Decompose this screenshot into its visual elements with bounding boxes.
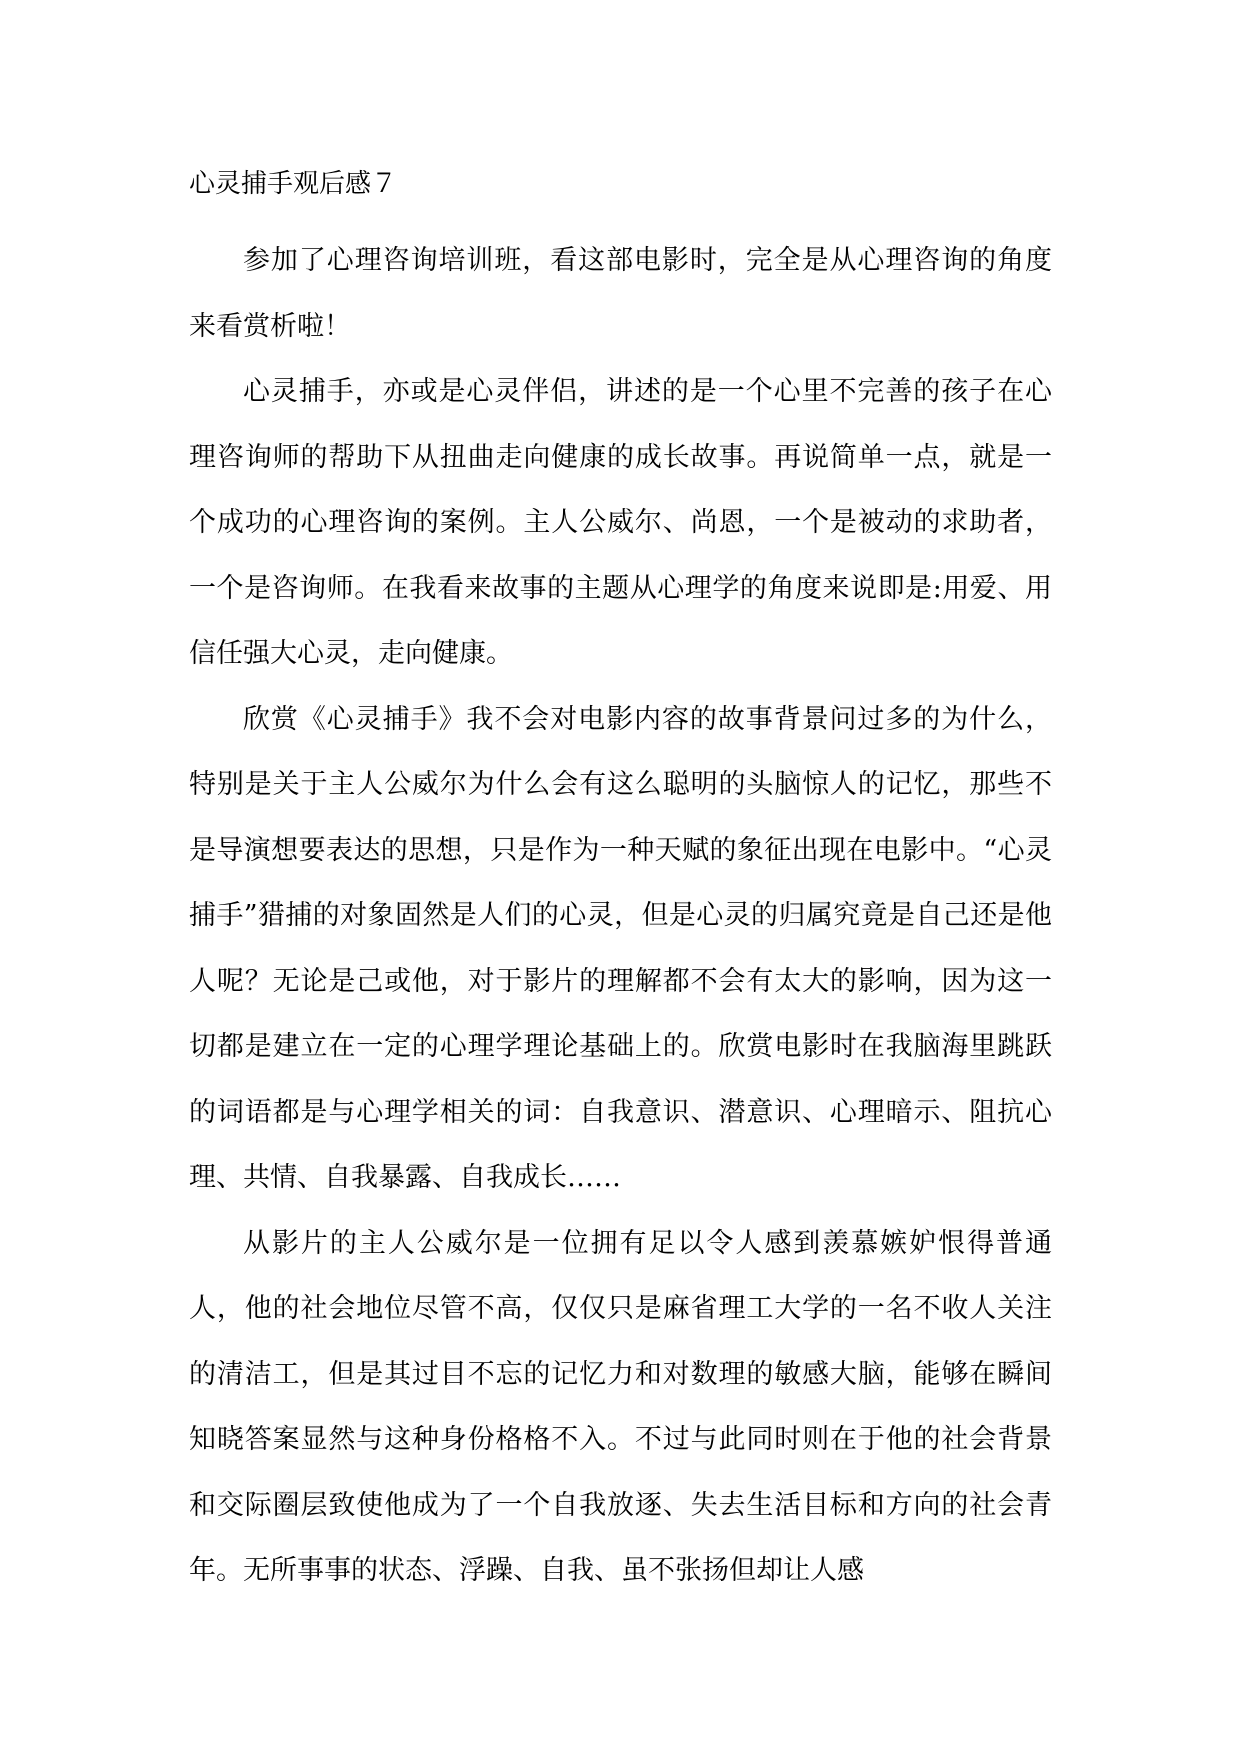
document-title: 心灵捕手观后感７ bbox=[189, 169, 398, 199]
document-body bbox=[189, 228, 1052, 1604]
paragraph-2: 心灵捕手，亦或是心灵伴侣，讲述的是一个心里不完善的孩子在心理咨询师的帮助下从扭曲走向健康的成长故事。再说简单一点，就是一个成功的心理咨询的案例。主人公威尔、尚恩，一个是被动的求助者，一个是咨询师。在我看来故事的主题从心理学的角度来说即是:用爱、用信任强大心灵，走向健康。 bbox=[189, 376, 1052, 669]
paragraph-4: 从影片的主人公威尔是一位拥有足以令人感到羡慕嫉妒恨得普通人，他的社会地位尽管不高，仅仅只是麻省理工大学的一名不收人关注的清洁工，但是其过目不忘的记忆力和对数理的敏感大脑，能够在瞬间知晓答案显然与这种身份格格不入。不过与此同时则在于他的社会背景和交际圈层致使他成为了一个自我放逐、失去生活目标和方向的社会青年。无所事事的状态、浮躁、自我、虽不张扬但却让人感 bbox=[189, 1227, 1052, 1586]
paragraph-1: 参加了心理咨询培训班，看这部电影时，完全是从心理咨询的角度来看赏析啦！ bbox=[189, 245, 1052, 342]
paragraph-3: 欣赏《心灵捕手》我不会对电影内容的故事背景问过多的为什么，特别是关于主人公威尔为什么会有这么聪明的头脑惊人的记忆，那些不是导演想要表达的思想，只是作为一种天赋的象征出现在电影中。“心灵捕手”猎捕的对象固然是人们的心灵，但是心灵的归属究竟是自己还是他人呢？无论是己或他，对于影片的理解都不会有太大的影响，因为这一切都是建立在一定的心理学理论基础上的。欣赏电影时在我脑海里跳跃的词语都是与心理学相关的词：自我意识、潜意识、心理暗示、阻抗心理、共情、自我暴露、自我成长…… bbox=[189, 703, 1052, 1193]
